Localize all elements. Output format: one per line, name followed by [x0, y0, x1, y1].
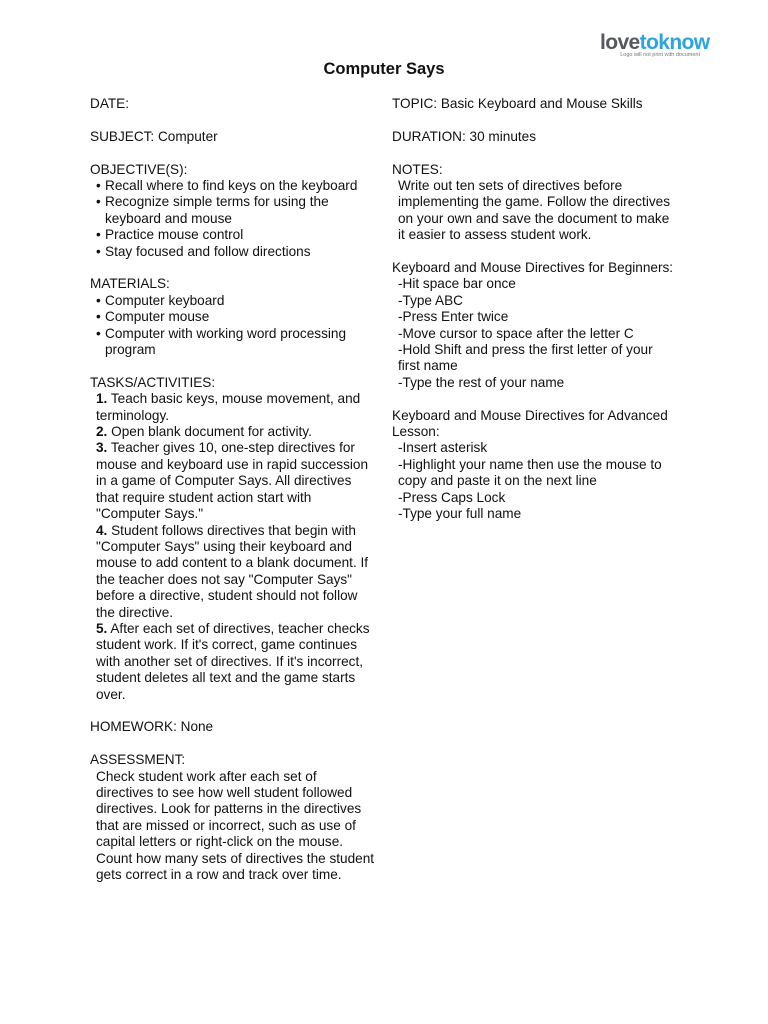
right-column: [392, 96, 692, 539]
advanced-directive: -Type your full name: [398, 506, 522, 522]
materials-list: [90, 293, 382, 359]
logo-to: to: [639, 31, 659, 54]
task-line: [90, 588, 382, 604]
notes-line: implementing the game. Follow the directives: [398, 194, 671, 210]
assessment-line: directives to see how well student followed: [96, 784, 353, 800]
objectives-label: OBJECTIVE(S):: [90, 161, 188, 177]
assessment-line: Count how many sets of directives the student: [96, 850, 375, 866]
bullet-line: [90, 326, 382, 342]
logo-love: love: [600, 31, 640, 54]
assessment-section: [90, 752, 382, 883]
logo-wordmark: [600, 32, 712, 54]
left-column: [90, 96, 382, 900]
beginner-directive: -Type the rest of your name: [398, 374, 565, 390]
advanced-directive: -Press Caps Lock: [398, 489, 506, 505]
task-line: [90, 490, 382, 506]
advanced-section: [392, 408, 692, 523]
task-text: "Computer Says.": [96, 506, 204, 522]
task-text: with another set of directives. If it's incorrect,: [96, 653, 364, 669]
task-line: [90, 391, 382, 407]
task-text: over.: [96, 686, 126, 702]
beginners-section: [392, 260, 692, 391]
notes-line: Write out ten sets of directives before: [398, 178, 623, 193]
advanced-directive: -Insert asterisk: [398, 440, 488, 456]
task-item: [90, 424, 382, 440]
objective-item: [90, 244, 382, 260]
task-line: [90, 605, 382, 621]
task-text: the teacher does not say "Computer Says": [96, 571, 352, 587]
date-field: [90, 96, 382, 112]
date-label: DATE:: [90, 96, 130, 111]
material-item: [90, 309, 382, 325]
beginner-directive: -Press Enter twice: [398, 309, 509, 325]
bullet-line: [90, 194, 382, 210]
bullet-text: Computer mouse: [105, 309, 210, 325]
bullet-icon: •: [96, 243, 101, 259]
topic-field: [392, 96, 692, 112]
advanced-label-line1: Keyboard and Mouse Directives for Advanced: [392, 407, 668, 423]
bullet-text: Computer keyboard: [105, 292, 225, 308]
task-text: student deletes all text and the game starts: [96, 670, 356, 686]
subject-field: [90, 129, 382, 145]
bullet-line: [90, 244, 382, 260]
bullet-text: Recognize simple terms for using the: [105, 194, 329, 210]
tasks-list: [90, 391, 382, 703]
task-line: [90, 473, 382, 489]
task-text: before a directive, student should not follow: [96, 588, 358, 604]
assessment-line: Check student work after each set of: [96, 768, 317, 784]
task-text: Open blank document for activity.: [107, 424, 312, 440]
objective-item: [90, 194, 382, 227]
beginner-directive: -Hit space bar once: [398, 276, 516, 292]
material-item: [90, 326, 382, 359]
assessment-text: [90, 769, 382, 884]
bullet-line: [90, 178, 382, 194]
task-number: 5.: [96, 620, 108, 636]
beginner-directive: -Move cursor to space after the letter C: [398, 325, 634, 341]
task-line: [90, 670, 382, 686]
task-line: [90, 555, 382, 571]
notes-label: NOTES:: [392, 161, 443, 177]
materials-section: [90, 276, 382, 358]
task-line: [90, 687, 382, 703]
task-line: [90, 654, 382, 670]
notes-line: it easier to assess student work.: [398, 227, 592, 243]
notes-text: [392, 178, 692, 244]
bullet-text: program: [105, 342, 156, 358]
material-item: [90, 293, 382, 309]
bullet-icon: •: [96, 178, 101, 193]
bullet-line: [90, 309, 382, 325]
task-text: Teacher gives 10, one-step directives for: [107, 440, 355, 456]
task-text: Teach basic keys, mouse movement, and: [107, 391, 361, 407]
beginner-directive: first name: [398, 358, 458, 374]
bullet-line: [90, 211, 382, 227]
bullet-line: [90, 342, 382, 358]
assessment-line: directives. Look for patterns in the directives: [96, 801, 362, 817]
logo-note: Logo will not print with document: [620, 52, 700, 58]
task-text: student work. If it's correct, game continues: [96, 637, 357, 653]
beginner-directive: -Hold Shift and press the first letter of your: [398, 342, 653, 358]
task-line: [90, 523, 382, 539]
advanced-directive: -Highlight your name then use the mouse to: [398, 456, 662, 472]
task-line: [90, 440, 382, 456]
objective-item: [90, 227, 382, 243]
task-line: [90, 572, 382, 588]
bullet-icon: •: [96, 292, 101, 308]
task-line: [90, 424, 382, 440]
task-text: mouse and keyboard use in rapid succession: [96, 456, 369, 472]
task-item: [90, 391, 382, 424]
logo-know: know: [658, 31, 710, 54]
task-item: [90, 440, 382, 522]
task-line: [90, 457, 382, 473]
assessment-label: ASSESSMENT:: [90, 752, 186, 768]
beginners-list: [392, 276, 692, 391]
task-number: 2.: [96, 424, 108, 440]
assessment-line: gets correct in a row and track over time.: [96, 867, 342, 882]
advanced-directive: copy and paste it on the next line: [398, 473, 597, 489]
task-text: Student follows directives that begin with: [107, 522, 356, 538]
objective-item: [90, 178, 382, 194]
bullet-icon: •: [96, 227, 101, 243]
task-line: [90, 408, 382, 424]
task-text: mouse to add content to a blank document. If: [96, 555, 369, 571]
objectives-section: [90, 162, 382, 260]
lovetoknow-logo: [600, 32, 712, 59]
bullet-line: [90, 293, 382, 309]
bullet-text: Recall where to find keys on the keyboard: [105, 178, 358, 193]
bullet-icon: •: [96, 309, 101, 325]
task-text: terminology.: [96, 407, 170, 423]
task-text: in a game of Computer Says. All directives: [96, 473, 352, 489]
assessment-line: capital letters or right-click on the mouse.: [96, 834, 344, 850]
task-line: [90, 539, 382, 555]
duration-field: [392, 129, 692, 145]
bullet-text: Stay focused and follow directions: [105, 243, 311, 259]
task-number: 1.: [96, 391, 108, 407]
bullet-text: Computer with working word processing: [105, 325, 347, 341]
tasks-label: TASKS/ACTIVITIES:: [90, 374, 216, 390]
task-number: 4.: [96, 522, 108, 538]
task-number: 3.: [96, 440, 108, 456]
bullet-line: [90, 227, 382, 243]
beginner-directive: -Type ABC: [398, 292, 463, 308]
materials-label: MATERIALS:: [90, 276, 170, 292]
assessment-line: that are missed or incorrect, such as use of: [96, 817, 356, 833]
homework-field: [90, 719, 382, 735]
subject-text: SUBJECT: Computer: [90, 128, 218, 144]
task-item: [90, 523, 382, 621]
task-line: [90, 621, 382, 637]
task-line: [90, 637, 382, 653]
task-text: that require student action start with: [96, 489, 312, 505]
bullet-text: Practice mouse control: [105, 227, 244, 243]
bullet-icon: •: [96, 325, 101, 341]
task-text: the directive.: [96, 604, 174, 620]
advanced-label-line2: Lesson:: [392, 424, 440, 440]
advanced-list: [392, 440, 692, 522]
page-title: Computer Says: [323, 60, 445, 78]
bullet-text: keyboard and mouse: [105, 210, 232, 226]
notes-section: [392, 162, 692, 244]
topic-text: TOPIC: Basic Keyboard and Mouse Skills: [392, 96, 643, 111]
bullet-icon: •: [96, 194, 101, 210]
homework-text: HOMEWORK: None: [90, 719, 214, 735]
tasks-section: [90, 375, 382, 703]
objectives-list: [90, 178, 382, 260]
task-line: [90, 506, 382, 522]
beginners-label: Keyboard and Mouse Directives for Beginners:: [392, 260, 674, 276]
task-item: [90, 621, 382, 703]
notes-line: on your own and save the document to make: [398, 210, 670, 226]
task-text: "Computer Says" using their keyboard and: [96, 538, 352, 554]
task-text: After each set of directives, teacher checks: [107, 620, 370, 636]
duration-text: DURATION: 30 minutes: [392, 128, 537, 144]
